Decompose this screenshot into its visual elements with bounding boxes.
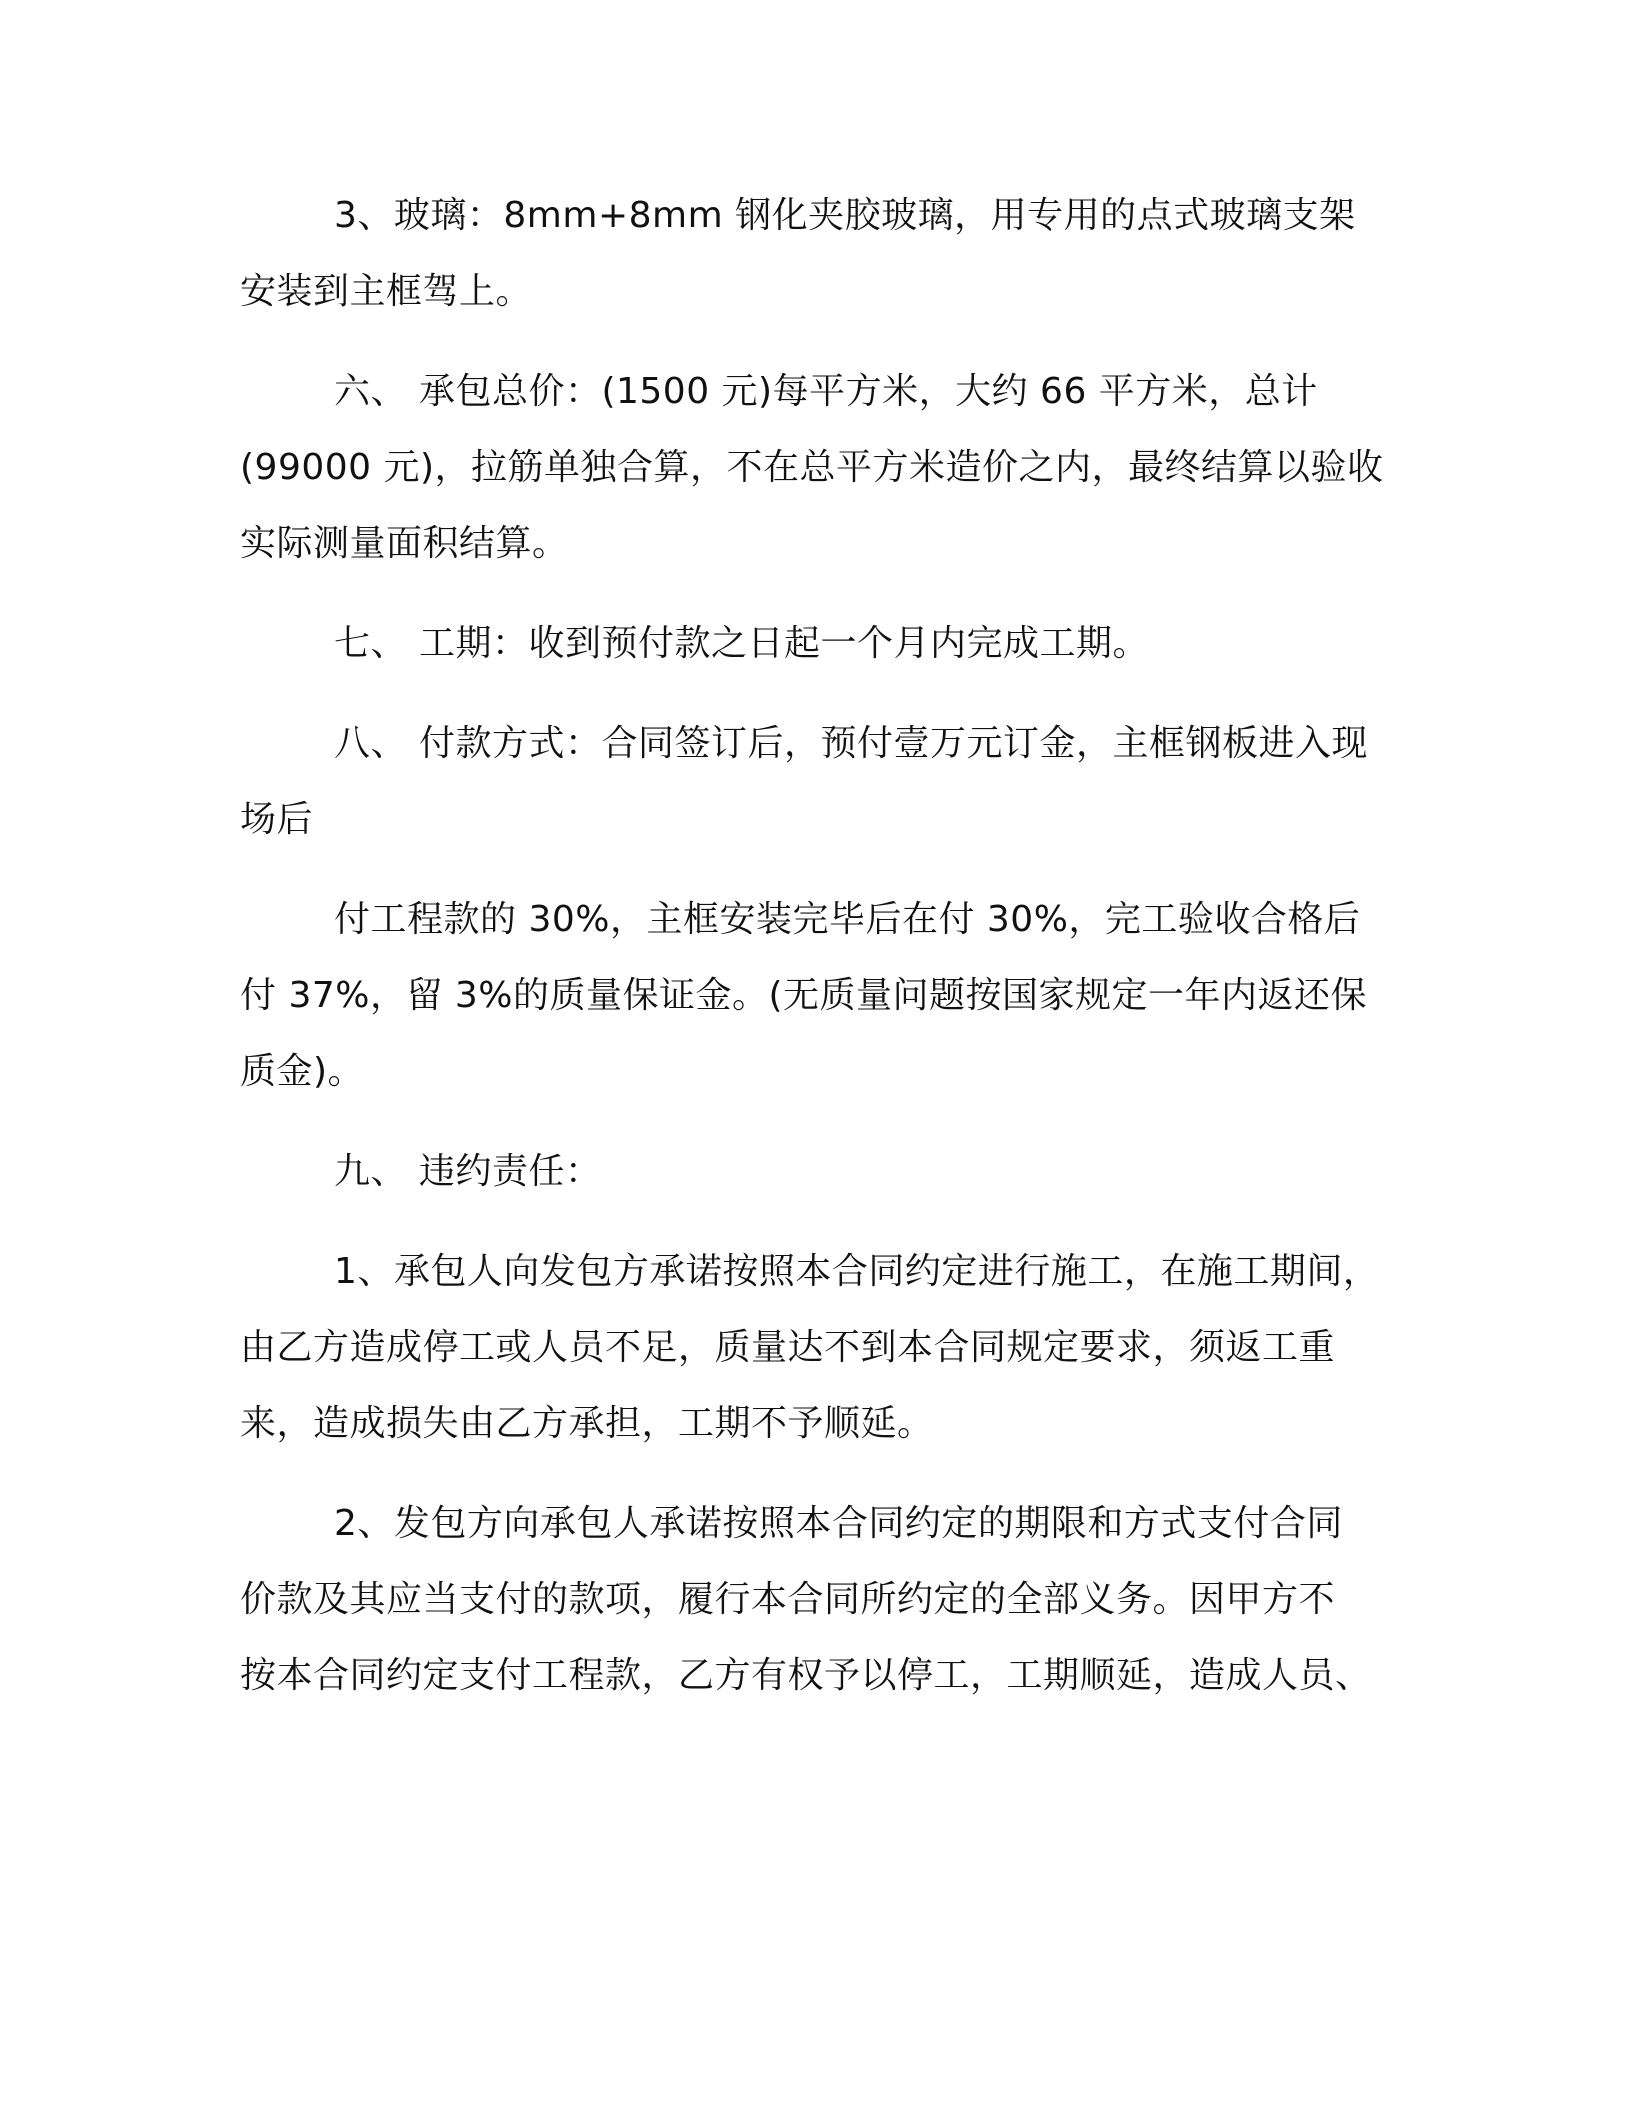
paragraph-line: 3、玻璃：8mm+8mm 钢化夹胶玻璃，用专用的点式玻璃支架 (334, 195, 1356, 236)
paragraph-line: 由乙方造成停工或人员不足，质量达不到本合同规定要求，须返工重 (240, 1327, 1336, 1368)
paragraph-line: 价款及其应当支付的款项，履行本合同所约定的全部义务。因甲方不 (240, 1579, 1336, 1620)
paragraph-line: (99000 元)，拉筋单独合算，不在总平方米造价之内，最终结算以验收 (240, 447, 1384, 488)
paragraph-line: 按本合同约定支付工程款，乙方有权予以停工，工期顺延，造成人员、 (240, 1655, 1372, 1696)
paragraph-line: 八、 付款方式：合同签订后，预付壹万元订金，主框钢板进入现 (334, 723, 1368, 764)
paragraph-payment-method (240, 706, 1398, 858)
paragraph-line: 来，造成损失由乙方承担，工期不予顺延。 (240, 1403, 934, 1444)
paragraph-line: 六、 承包总价：(1500 元)每平方米，大约 66 平方米，总计 (334, 371, 1318, 412)
paragraph-construction-period (240, 606, 1398, 682)
paragraph-line: 付 37%，留 3%的质量保证金。(无质量问题按国家规定一年内返还保 (240, 975, 1368, 1016)
paragraph-line: 九、 违约责任： (334, 1151, 602, 1192)
paragraph-line: 安装到主框驾上。 (240, 271, 533, 312)
paragraph-contract-price (240, 354, 1398, 582)
section-heading-liability (240, 1134, 1398, 1210)
paragraph-line: 七、 工期：收到预付款之日起一个月内完成工期。 (334, 623, 1149, 664)
paragraph-line: 1、承包人向发包方承诺按照本合同约定进行施工，在施工期间， (334, 1251, 1380, 1292)
paragraph-line: 付工程款的 30%，主框安装完毕后在付 30%，完工验收合格后 (334, 899, 1361, 940)
paragraph-line: 质金)。 (240, 1051, 365, 1092)
document-body (240, 178, 1398, 1714)
paragraph-line: 实际测量面积结算。 (240, 523, 569, 564)
paragraph-line: 2、发包方向承包人承诺按照本合同约定的期限和方式支付合同 (334, 1503, 1343, 1544)
paragraph-line: 场后 (240, 799, 314, 840)
paragraph-glass (240, 178, 1398, 330)
paragraph-contractor-commitment (240, 1234, 1398, 1462)
paragraph-payment-schedule (240, 882, 1398, 1110)
paragraph-client-commitment (240, 1486, 1398, 1714)
